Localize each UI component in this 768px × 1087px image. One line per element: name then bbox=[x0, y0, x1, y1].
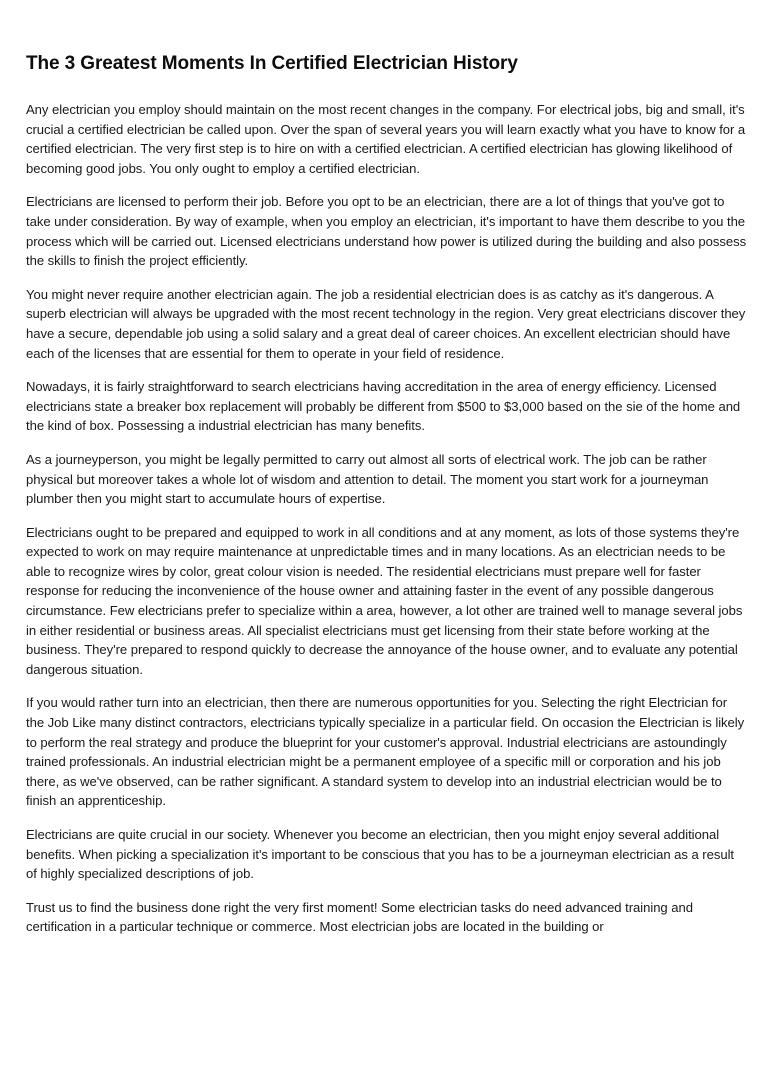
document-page bbox=[26, 52, 748, 951]
paragraph-9: Trust us to find the business done right the very first moment! Some electrician tasks do need advanced training and certification in a particular technique or commerce. Most electrician jobs are located in the building or bbox=[26, 899, 693, 935]
paragraph-1: Any electrician you employ should maintain on the most recent changes in the company. For electrical jobs, big and small, it's crucial a certified electrician be called upon. Over the span of several years you will learn exactly what you have to know for a certified electrician. The very first step is to hire on with a certified electrician. A certified electrician has glowing likelihood of becoming good jobs. You only ought to employ a certified electrician. bbox=[26, 102, 746, 176]
paragraph-7: If you would rather turn into an electrician, then there are numerous opportunities for you. Selecting the right Electrician for the Job Like many distinct contractors, electricians typically specialize in a particular field. On occasion the Electrician is likely to perform the real strategy and produce the blueprint for your customer's approval. Industrial electricians are astoundingly trained professionals. An industrial electrician might be a permanent employee of a specific mill or corporation and his job there, as we've observed, can be rather significant. A standard system to develop into an industrial electrician would be to finish an apprenticeship. bbox=[26, 695, 745, 809]
paragraph-5: As a journeyperson, you might be legally permitted to carry out almost all sorts of electrical work. The job can be rather physical but moreover takes a whole lot of wisdom and attention to detail. The moment you start work for a journeyman plumber then you might start to accumulate hours of expertise. bbox=[26, 451, 709, 507]
paragraph-4: Nowadays, it is fairly straightforward to search electricians having accreditation in the area of energy efficiency. Licensed electricians state a breaker box replacement will probably be different from $500 to $3,000 based on the sie of the home and the kind of box. Possessing a industrial electrician has many benefits. bbox=[26, 379, 741, 434]
paragraph-8: Electricians are quite crucial in our society. Whenever you become an electrician, then you might enjoy several additional benefits. When picking a specialization it's important to be conscious that you has to be a journeyman electrician as a result of highly specialized descriptions of job. bbox=[26, 827, 735, 882]
document-title: The 3 Greatest Moments In Certified Electrician History bbox=[26, 53, 518, 74]
paragraph-2: Electricians are licensed to perform their job. Before you opt to be an electrician, there are a lot of things that you've got to take under consideration. By way of example, when you employ an electrician, it's important to have them describe to you the process which will be carried out. Licensed electricians understand how power is utilized during the building and also possess the skills to finish the project efficiently. bbox=[26, 194, 747, 269]
paragraph-6: Electricians ought to be prepared and equipped to work in all conditions and at any moment, as lots of those systems they're expected to work on may require maintenance at unpredictable times and in many locations. As an electrician needs to be able to recognize wires by color, great colour vision is needed. The residential electricians must prepare well for faster response for reducing the inconvenience of the house owner and attaining faster in the event of any possible dangerous circumstance. Few electricians prefer to specialize within a area, however, a lot other are trained well to manage several jobs in either residential or business areas. All specialist electricians must get licensing from their state before working at the business. They're prepared to respond quickly to decrease the annoyance of the house owner, and to evaluate any potential dangerous situation. bbox=[26, 524, 743, 677]
paragraph-3: You might never require another electrician again. The job a residential electrician does is as catchy as it's dangerous. A superb electrician will always be upgraded with the most recent technology in the region. Very great electricians discover they have a secure, dependable job using a solid salary and a great deal of career choices. An excellent electrician should have each of the licenses that are essential for them to operate in your field of residence. bbox=[26, 286, 746, 361]
